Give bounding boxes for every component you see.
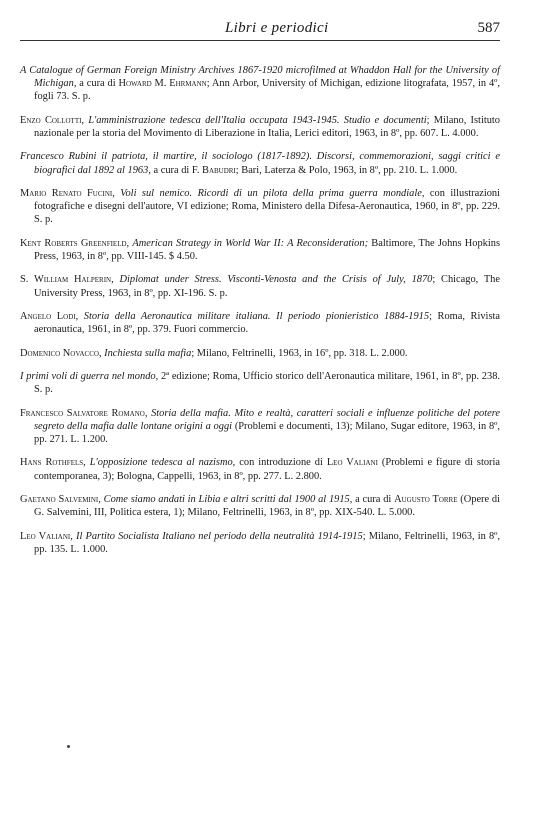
entry-text: ; Milano, Feltrinelli, 1963, in 8º, pp. 135. L. 1.000.: [34, 530, 500, 555]
entry-author: Leo Valiani: [20, 530, 71, 542]
entry-title: American Strategy in World War II: A Reconsideration;: [132, 237, 369, 249]
entry-text: ; Milano, Istituto nazionale per la storia del Movimento di Liberazione in Italia, Lerici editori, 1963, in 8º, pp. 607. L. 4.000.: [34, 114, 500, 139]
entry-person: Augusto Torre: [394, 493, 458, 505]
entry-author: Hans Rothfels: [20, 457, 84, 469]
entry-title: Storia della mafia. Mito e realtà, caratteri sociali e influenze politiche del potere segreto della mafia dalle lontane origini a oggi: [34, 407, 500, 432]
entry-title: Inchiesta sulla mafia: [104, 347, 192, 359]
entry-text: , con illustrazioni fotografiche e disegni dell'autore, VI edizione; Roma, Ministero della Difesa-Aeronautica, 1960, in 8º, pp. 229. S. p.: [34, 187, 500, 226]
entry-author: Francesco Salvatore Romano: [20, 407, 145, 419]
entry-text: ,: [144, 407, 152, 419]
entry-author: Gaetano Salvemini: [20, 493, 99, 505]
entry-editor: F. Babudri: [191, 164, 236, 176]
entry-text: (Problemi e figure di storia contemporanea, 3); Bologna, Cappelli, 1963, in 8º, pp. 277. L. 2.800.: [34, 457, 501, 482]
entry-text: ; Chicago, The University Press, 1963, in 8º, pp. XI-196. S. p.: [34, 274, 500, 299]
bibliography-entry: [20, 237, 500, 263]
entry-author: Enzo Collotti: [20, 114, 82, 126]
entry-text: ,: [112, 187, 121, 199]
entry-text: ,: [83, 457, 90, 469]
entry-title: Il Partito Socialista Italiano nel periodo della neutralità 1914-1915: [76, 530, 363, 542]
entry-title: A Catalogue of German Foreign Ministry Archives 1867-1920 microfilmed at Whaddon Hall for the University of Michigan: [20, 65, 500, 90]
bibliography-entry: [20, 456, 500, 482]
entry-text: (Problemi e documenti, 13); Milano, Sugar editore, 1963, in 8º, pp. 271. L. 1.200.: [34, 420, 500, 445]
running-title: Libri e periodici: [225, 20, 329, 36]
entry-text: ; Bari, Laterza & Polo, 1963, in 8º, pp. 210. L. 1.000.: [235, 164, 458, 176]
entry-title: L'amministrazione tedesca dell'Italia occupata 1943-1945. Studio e documenti: [88, 114, 427, 126]
bibliography-entry: [20, 310, 500, 336]
bibliography-entry: [20, 370, 500, 396]
entry-text: (Opere di G. Salvemini, III, Politica estera, 1); Milano, Feltrinelli, 1963, in 8º, pp. XIX-540. L. 5.000.: [34, 493, 500, 519]
entry-text: , con introduzione di: [232, 457, 327, 469]
entry-author: S. William Halperin: [20, 274, 112, 286]
bibliography-entry: [20, 493, 500, 519]
ink-speck: [67, 745, 70, 748]
bibliography-entry: [20, 187, 500, 227]
entry-author: Mario Renato Fucini: [20, 187, 113, 199]
entry-title: Diplomat under Stress. Visconti-Venosta and the Crisis of July, 1870: [119, 274, 433, 286]
entry-author: Kent Roberts Greenfield: [20, 237, 127, 249]
bibliography-entry: [20, 64, 500, 104]
entry-editor: Howard M. Ehrmann: [118, 78, 207, 90]
entry-title: Francesco Rubini il patriota, il martire, il sociologo (1817-1892). Discorsi, commemorazioni, saggi critici e biografici dal 1892 al 1963: [20, 151, 500, 176]
entry-text: , 2ª edizione; Roma, Ufficio storico dell'Aeronautica militare, 1961, in 8º, pp. 238. S. p.: [34, 370, 500, 396]
entry-title: I primi voli di guerra nel mondo: [20, 370, 156, 382]
entry-author: Domenico Novacco: [20, 347, 99, 359]
bibliography-entry: [20, 347, 500, 360]
entry-text: ; Roma, Rivista aeronautica, 1961, in 8º, pp. 379. Fuori commercio.: [34, 310, 500, 336]
entry-text: ,: [70, 530, 76, 542]
bibliography-entry: [20, 114, 500, 140]
entry-text: , a cura di: [349, 493, 395, 505]
entry-text: ; Milano, Feltrinelli, 1963, in 16º, pp. 318. L. 2.000.: [191, 347, 408, 359]
bibliography-entry: [20, 530, 500, 556]
entry-text: Baltimore, The Johns Hopkins Press, 1963, in 8º, pp. VIII-145. $ 4.50.: [34, 237, 501, 262]
page-header: [20, 18, 500, 41]
bibliography-entry: [20, 407, 500, 447]
bibliography-entry: [20, 150, 500, 176]
entry-person: Leo Valiani: [326, 457, 378, 469]
entry-title: Storia della Aeronautica militare italiana. Il periodo pionieristico 1884-1915: [83, 310, 430, 322]
bibliography-list: [20, 64, 500, 566]
entry-text: ,: [75, 310, 84, 322]
entry-text: , a cura di: [148, 164, 192, 176]
entry-title: Come siamo andati in Libia e altri scritti dal 1900 al 1915: [103, 493, 350, 505]
entry-text: ,: [81, 114, 89, 126]
entry-author: Angelo Lodi: [20, 310, 76, 322]
entry-text: ,: [111, 274, 120, 286]
entry-title: L'opposizione tedesca al nazismo: [89, 457, 233, 469]
entry-text: ; Ann Arbor, University of Michigan, edizione litografata, 1957, in 4º, fogli 73. S. p.: [34, 78, 500, 103]
entry-title: Voli sul nemico. Ricordi di un pilota della prima guerra mondiale: [120, 187, 422, 199]
entry-text: ,: [98, 493, 104, 505]
entry-text: ,: [98, 347, 105, 359]
entry-text: , a cura di: [73, 78, 119, 90]
entry-text: ,: [126, 237, 133, 249]
bibliography-entry: [20, 273, 500, 299]
page-number: 587: [477, 20, 500, 36]
